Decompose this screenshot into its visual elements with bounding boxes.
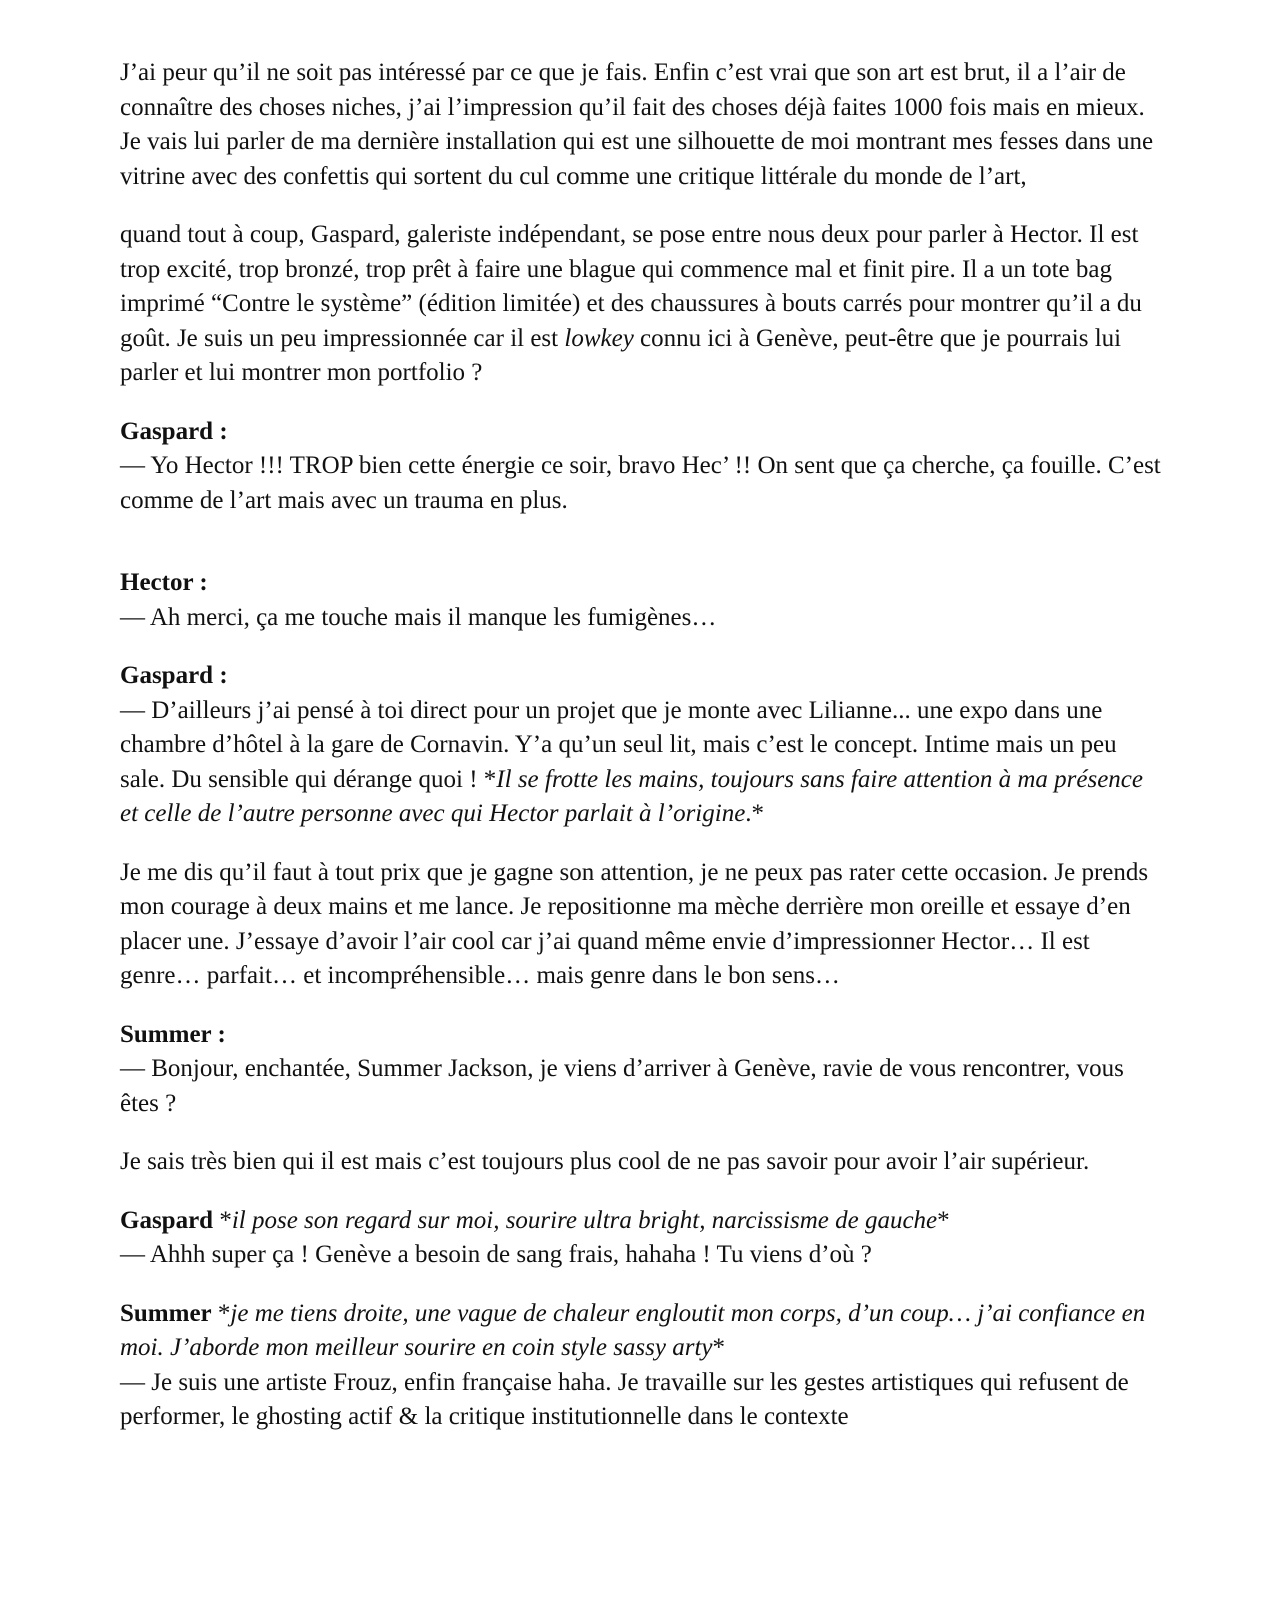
speaker-name: Hector : xyxy=(120,569,208,596)
dialogue-summer-1 xyxy=(120,1018,1164,1122)
stage-direction: il pose son regard sur moi, sourire ultra bright, narcissisme de gauche xyxy=(231,1206,938,1234)
stage-direction-end: .* xyxy=(745,800,765,827)
blank-spacer xyxy=(120,518,1164,566)
speaker-heading xyxy=(120,1297,1164,1366)
dialogue-line: — Je suis une artiste Frouz, enfin française haha. Je travaille sur les gestes artistiques qui refusent de performer, le ghosting actif & la critique institutionnelle dans le contexte xyxy=(120,1368,1129,1430)
stage-direction-start: * xyxy=(211,1299,231,1327)
stage-direction-end: * xyxy=(937,1206,950,1234)
dialogue-gaspard-3 xyxy=(120,1204,1164,1273)
narration-text: quand tout à coup, Gaspard, galeriste indépendant, se pose entre nous deux pour parler à Hector. Il est trop excité, trop bronzé, trop prêt à faire une blague qui commence mal et finit pire. Il a un tote bag imprimé “Contre le système” (édition limitée) et des chaussures à bouts carrés pour montrer qu’il a du goût. Je suis un peu impressionnée car il est xyxy=(120,221,1142,352)
italic-word: lowkey xyxy=(564,324,634,352)
narration-paragraph-4: Je sais très bien qui il est mais c’est toujours plus cool de ne pas savoir pour avoir l’air supérieur. xyxy=(120,1148,1090,1175)
dialogue-summer-2 xyxy=(120,1297,1164,1435)
dialogue-line: — D’ailleurs j’ai pensé à toi direct pour un projet que je monte avec Lilianne... une expo dans une chambre d’hôtel à la gare de Cornavin. Y’a qu’un seul lit, mais c’est le concept. Intime mais un peu sale. Du sensible qui dérange quoi ! * xyxy=(120,696,1117,793)
dialogue-gaspard-2 xyxy=(120,659,1164,832)
dialogue-gaspard-1 xyxy=(120,415,1164,519)
dialogue-hector-1 xyxy=(120,566,1164,635)
speaker-heading xyxy=(120,1204,1164,1239)
narration-paragraph-2 xyxy=(120,218,1164,391)
dialogue-line: — Yo Hector !!! TROP bien cette énergie ce soir, bravo Hec’ !! On sent que ça cherche, ça fouille. C’est comme de l’art mais avec un trauma en plus. xyxy=(120,452,1161,514)
speaker-name: Gaspard xyxy=(120,1206,214,1234)
dialogue-line: — Ah merci, ça me touche mais il manque les fumigènes… xyxy=(120,603,717,631)
stage-direction: je me tiens droite, une vague de chaleur engloutit mon corps, d’un coup… j’ai confiance en moi. J’aborde mon meilleur sourire en coin style sassy arty xyxy=(120,1299,1146,1361)
speaker-name: Summer xyxy=(120,1299,212,1327)
stage-direction: Il se frotte les mains, toujours sans faire attention à ma présence et celle de l’autre personne avec qui Hector parlait à l’origine xyxy=(120,765,1144,827)
speaker-name: Gaspard : xyxy=(120,662,228,689)
narration-paragraph-1: J’ai peur qu’il ne soit pas intéressé par ce que je fais. Enfin c’est vrai que son art est brut, il a l’air de connaître des choses niches, j’ai l’impression qu’il fait des choses déjà faites 1000 fois mais en mieux. Je vais lui parler de ma dernière installation qui est une silhouette de moi montrant mes fesses dans une vitrine avec des confettis qui sortent du cul comme une critique littérale du monde de l’art, xyxy=(120,59,1154,190)
narration-paragraph-3: Je me dis qu’il faut à tout prix que je gagne son attention, je ne peux pas rater cette occasion. Je prends mon courage à deux mains et me lance. Je repositionne ma mèche derrière mon oreille et essaye d’en placer une. J’essaye d’avoir l’air cool car j’ai quand même envie d’impressionner Hector… Il est genre… parfait… et incompréhensible… mais genre dans le bon sens… xyxy=(120,858,1149,989)
dialogue-line: — Bonjour, enchantée, Summer Jackson, je viens d’arriver à Genève, ravie de vous rencontrer, vous êtes ? xyxy=(120,1055,1124,1117)
speaker-name: Summer : xyxy=(120,1020,226,1048)
speaker-name: Gaspard : xyxy=(120,417,228,445)
narration-text: connu ici à Genève, peut-être que je pourrais lui parler et lui montrer mon portfolio ? xyxy=(120,324,1122,386)
stage-direction-start: * xyxy=(213,1206,232,1234)
dialogue-line: — Ahhh super ça ! Genève a besoin de sang frais, hahaha ! Tu viens d’où ? xyxy=(120,1241,872,1268)
stage-direction-end: * xyxy=(712,1334,725,1361)
